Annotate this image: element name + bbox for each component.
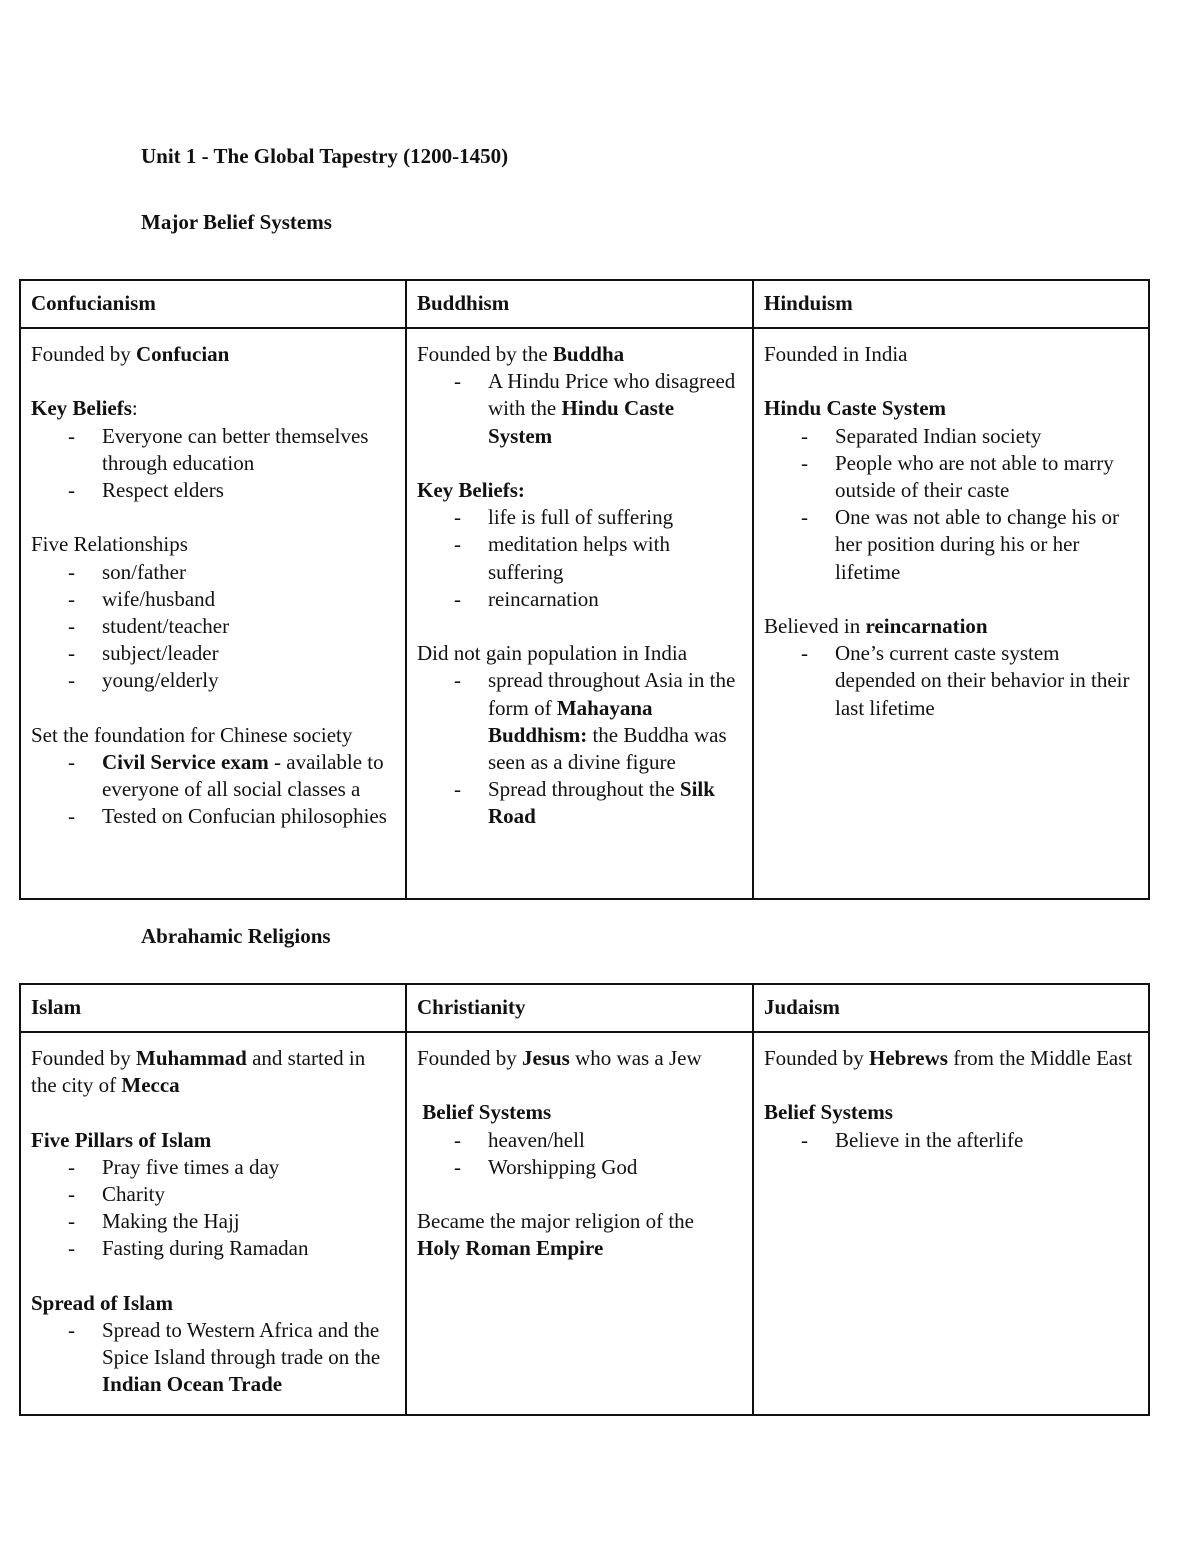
list-item: - meditation helps with suffering	[488, 531, 742, 585]
table-body-row	[20, 1032, 1149, 1415]
list-item: - wife/husband	[102, 586, 395, 613]
list-item: - subject/leader	[102, 640, 395, 667]
text: Spread of Islam	[31, 1290, 173, 1315]
foundation-list	[31, 749, 395, 831]
text: and started in the city of	[31, 1046, 366, 1098]
list-item: - reincarnation	[488, 586, 742, 613]
list-item	[102, 749, 395, 803]
text: Believed in	[764, 614, 866, 638]
text: Founded by	[31, 342, 136, 366]
judaism-founded	[764, 1045, 1138, 1072]
header-buddhism: Buddhism	[406, 280, 753, 328]
population-text: Did not gain population in India	[417, 641, 688, 666]
key-beliefs-list	[31, 423, 395, 505]
spread-list	[417, 667, 742, 830]
text: Hindu Caste System	[764, 396, 947, 421]
pillars-heading	[31, 1127, 395, 1154]
belief-heading	[417, 1099, 742, 1126]
text: Belief Systems	[764, 1100, 893, 1125]
text: Mahayana Buddhism:	[488, 695, 653, 747]
reincarnation-text	[764, 613, 1138, 640]
text: Jesus	[522, 1046, 570, 1070]
key-beliefs-list	[417, 504, 742, 613]
key-beliefs-heading	[417, 477, 742, 504]
list-item: - Fasting during Ramadan	[102, 1235, 395, 1262]
page-title: Unit 1 - The Global Tapestry (1200-1450)	[141, 144, 509, 168]
belief-list	[764, 1127, 1138, 1154]
text: Muhammad	[136, 1046, 247, 1070]
text: Hebrews	[869, 1046, 948, 1070]
hinduism-founded: Founded in India	[764, 342, 908, 366]
list-item: - Separated Indian society	[835, 423, 1138, 450]
header-islam: Islam	[20, 984, 406, 1032]
text: spread throughout Asia in the form of	[488, 668, 736, 720]
cell-judaism	[753, 1032, 1149, 1415]
section-heading-major-belief-systems: Major Belief Systems	[141, 210, 332, 234]
text: Civil Service exam	[102, 750, 269, 774]
founder-name: Buddha	[552, 342, 625, 366]
text: Spread throughout the	[488, 777, 680, 802]
list-item: - Charity	[102, 1181, 395, 1208]
header-confucianism: Confucianism	[20, 280, 406, 328]
list-item: - Worshipping God	[488, 1154, 742, 1181]
confucianism-founded	[31, 341, 395, 368]
text: Founded by	[764, 1046, 869, 1070]
list-item: - Everyone can better themselves through education	[102, 423, 395, 477]
list-item: - Making the Hajj	[102, 1208, 395, 1235]
header-christianity: Christianity	[406, 984, 753, 1032]
header-judaism: Judaism	[753, 984, 1149, 1032]
list-item: - People who are not able to marry outside of their caste	[835, 450, 1138, 504]
text: Hindu Caste System	[488, 396, 675, 448]
list-item: - son/father	[102, 559, 395, 586]
cell-buddhism	[406, 328, 753, 899]
text: Key Beliefs:	[417, 478, 525, 502]
list-item: - life is full of suffering	[488, 504, 742, 531]
text: from the Middle East	[947, 1046, 1133, 1070]
foundation-text: Set the foundation for Chinese society	[31, 722, 353, 747]
list-item	[488, 667, 742, 776]
cell-islam	[20, 1032, 406, 1415]
text: reincarnation	[865, 614, 988, 638]
list-item: - Pray five times a day	[102, 1154, 395, 1181]
abrahamic-religions-table	[19, 983, 1150, 1416]
text: Five Pillars of Islam	[31, 1127, 212, 1152]
text: the Buddha was seen as a divine figure	[488, 722, 727, 775]
text: Founded by	[31, 1046, 136, 1070]
text: Spread to Western Africa and the Spice Island through trade on the	[102, 1318, 381, 1370]
text: :	[131, 396, 138, 421]
islam-founded	[31, 1045, 395, 1099]
cell-christianity	[406, 1032, 753, 1415]
belief-list	[417, 1127, 742, 1181]
belief-systems-table	[19, 279, 1150, 900]
list-item	[488, 776, 742, 830]
text: who was a Jew	[569, 1046, 702, 1070]
text: Holy Roman Empire	[417, 1236, 604, 1261]
list-item: - Respect elders	[102, 477, 395, 504]
list-item	[488, 368, 742, 450]
reincarnation-list	[764, 640, 1138, 722]
table-header-row	[20, 984, 1149, 1032]
header-hinduism: Hinduism	[753, 280, 1149, 328]
cell-hinduism	[753, 328, 1149, 899]
list-item: - heaven/hell	[488, 1127, 742, 1154]
caste-heading	[764, 395, 1138, 422]
list-item: - Tested on Confucian philosophies	[102, 803, 395, 830]
five-relationships-heading: Five Relationships	[31, 532, 188, 557]
founder-list	[417, 368, 742, 450]
list-item: - young/elderly	[102, 667, 395, 694]
cell-confucianism	[20, 328, 406, 899]
key-beliefs-heading	[31, 395, 395, 422]
spread-list	[31, 1317, 395, 1399]
table-body-row	[20, 328, 1149, 899]
list-item: - student/teacher	[102, 613, 395, 640]
text: Became the major religion of the	[417, 1209, 694, 1234]
text: Founded by the	[417, 342, 553, 366]
text: - available to everyone of all social classes a	[102, 750, 384, 802]
belief-heading	[764, 1099, 1138, 1126]
text: A Hindu Price who disagreed with the	[488, 369, 736, 421]
text: Belief Systems	[417, 1100, 552, 1125]
major-religion-text	[417, 1208, 742, 1262]
christianity-founded	[417, 1045, 742, 1072]
list-item: - Believe in the afterlife	[835, 1127, 1138, 1154]
table-header-row	[20, 280, 1149, 328]
text: Founded by	[417, 1046, 522, 1070]
text: Mecca	[121, 1073, 180, 1098]
text: Silk Road	[488, 777, 715, 829]
pillars-list	[31, 1154, 395, 1263]
founder-name: Confucian	[136, 342, 230, 366]
list-item: - One was not able to change his or her position during his or her lifetime	[835, 504, 1138, 586]
list-item: - One’s current caste system depended on their behavior in their last lifetime	[835, 640, 1138, 722]
section-heading-abrahamic-religions: Abrahamic Religions	[141, 924, 331, 948]
relationships-list	[31, 559, 395, 695]
text: Indian Ocean Trade	[102, 1372, 283, 1397]
spread-heading	[31, 1290, 395, 1317]
buddhism-founded	[417, 341, 742, 368]
list-item	[102, 1317, 395, 1399]
text: Key Beliefs	[31, 396, 132, 421]
caste-list	[764, 423, 1138, 586]
